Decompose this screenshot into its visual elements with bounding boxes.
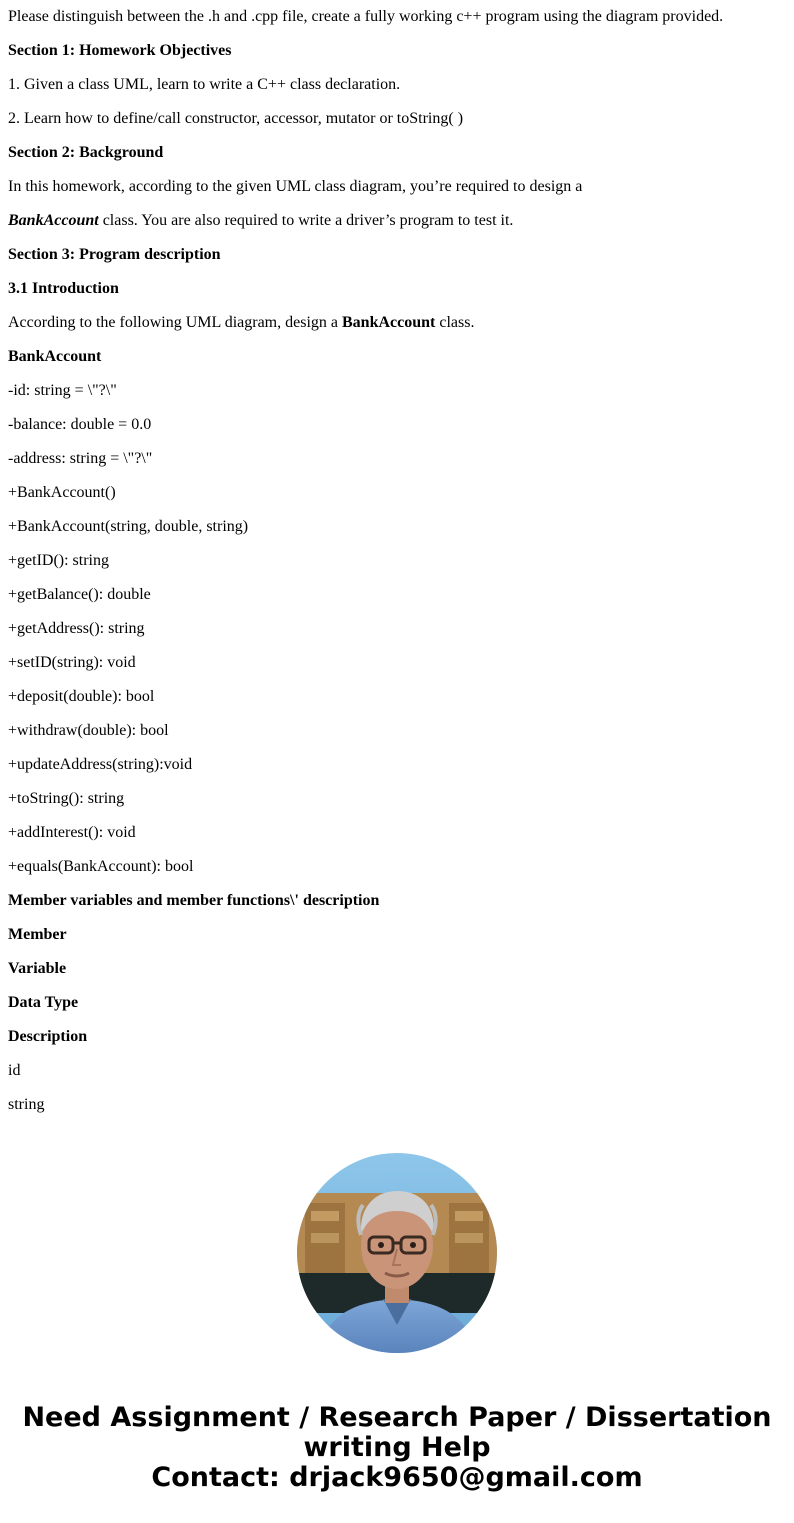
uml-member: +toString(): string — [8, 790, 125, 807]
avatar — [297, 1153, 497, 1353]
subsection-3-1-heading: 3.1 Introduction — [8, 280, 119, 297]
members-description-heading: Member variables and member functions\' description — [8, 892, 380, 909]
table-header: Data Type — [8, 994, 79, 1011]
uml-member: +BankAccount(string, double, string) — [8, 518, 249, 535]
objective-2: 2. Learn how to define/call constructor, accessor, mutator or toString( ) — [8, 110, 464, 127]
document-body — [8, 0, 788, 1122]
uml-member: +getAddress(): string — [8, 620, 145, 637]
section-2-heading: Section 2: Background — [8, 144, 164, 161]
uml-member: +addInterest(): void — [8, 824, 136, 841]
introduction-text — [8, 306, 788, 340]
intro-text: Please distinguish between the .h and .cpp file, create a fully working c++ program using the diagram provided. — [8, 8, 724, 25]
background-line-2-rest: class. You are also required to write a driver’s program to test it. — [98, 212, 514, 229]
table-header: Variable — [8, 960, 67, 977]
banner-line-2: writing Help — [303, 1432, 491, 1463]
background-line-1: In this homework, according to the given UML class diagram, you’re required to design a — [8, 178, 583, 195]
background-line-2 — [8, 204, 788, 238]
uml-member: +setID(string): void — [8, 654, 136, 671]
uml-member: +withdraw(double): bool — [8, 722, 169, 739]
banner-line-1: Need Assignment / Research Paper / Dissertation — [22, 1402, 772, 1433]
uml-member: +equals(BankAccount): bool — [8, 858, 194, 875]
introduction-text-pre: According to the following UML diagram, design a — [8, 314, 342, 331]
introduction-class-name: BankAccount — [342, 314, 436, 331]
uml-member: +deposit(double): bool — [8, 688, 155, 705]
contact-banner — [0, 1403, 794, 1493]
section-3-heading: Section 3: Program description — [8, 246, 221, 263]
uml-member: +BankAccount() — [8, 484, 116, 501]
banner-contact-line: Contact: drjack9650@gmail.com — [151, 1462, 643, 1493]
uml-member: +updateAddress(string):void — [8, 756, 193, 773]
uml-member: -id: string = \"?\" — [8, 382, 117, 399]
table-header: Description — [8, 1028, 88, 1045]
table-header: Member — [8, 926, 67, 943]
uml-member: +getBalance(): double — [8, 586, 151, 603]
table-cell: string — [8, 1096, 45, 1113]
introduction-text-post: class. — [435, 314, 475, 331]
person-photo-icon — [297, 1153, 497, 1353]
uml-member: -balance: double = 0.0 — [8, 416, 152, 433]
background-class-name: BankAccount — [8, 212, 99, 229]
uml-member: +getID(): string — [8, 552, 109, 569]
objective-1: 1. Given a class UML, learn to write a C++ class declaration. — [8, 76, 401, 93]
section-1-heading: Section 1: Homework Objectives — [8, 42, 232, 59]
uml-class-name: BankAccount — [8, 348, 102, 365]
table-cell: id — [8, 1062, 21, 1079]
uml-member: -address: string = \"?\" — [8, 450, 153, 467]
